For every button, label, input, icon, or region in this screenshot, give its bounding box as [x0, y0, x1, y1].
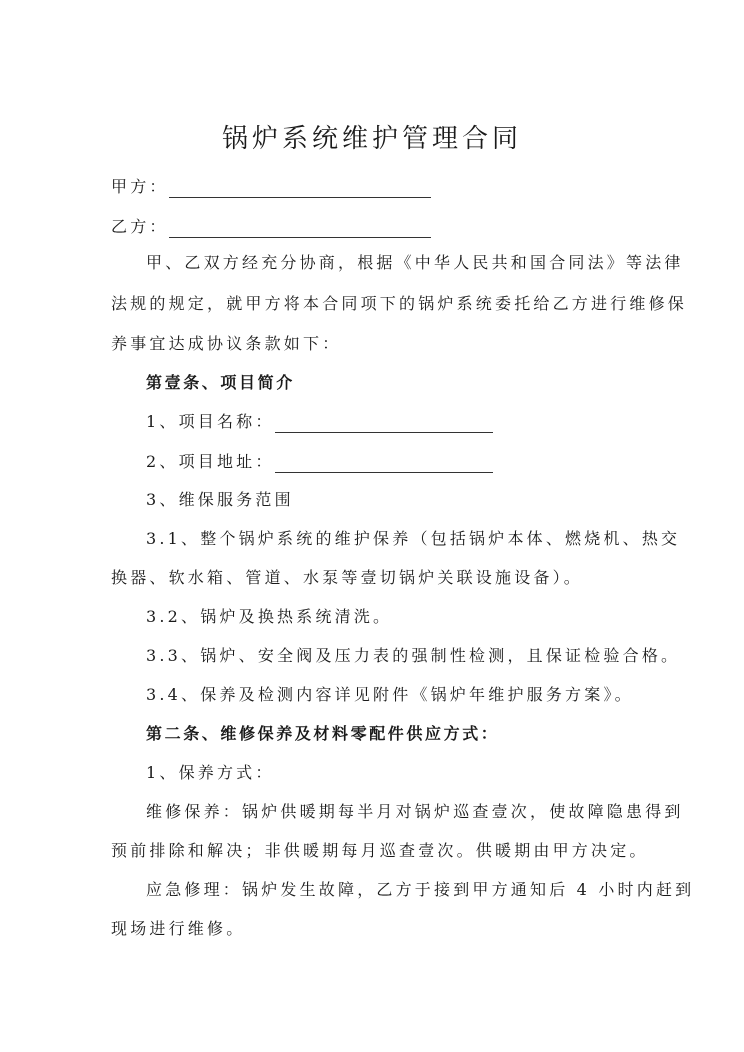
project-name-line: [146, 411, 671, 433]
intro-line-3: 养事宜达成协议条款如下：: [111, 334, 342, 353]
maintenance-line-2: 预前排除和解决；非供暖期每月巡查壹次。供暖期由甲方决定。: [111, 841, 649, 860]
scope-3-2: 3.2、锅炉及换热系统清洗。: [146, 607, 393, 626]
emergency-line-2: 现场进行维修。: [111, 919, 246, 938]
scope-3-1-line-1: 3.1、整个锅炉系统的维护保养（包括锅炉本体、燃烧机、热交: [146, 529, 681, 548]
party-a-line: [111, 176, 636, 198]
contract-title: 锅炉系统维护管理合同: [221, 124, 522, 154]
scope-3-1-line-2: 换器、软水箱、管道、水泵等壹切锅炉关联设施设备）。: [111, 568, 584, 587]
intro-line-2: 法规的规定，就甲方将本合同项下的锅炉系统委托给乙方进行维修保: [111, 294, 688, 313]
party-b-blank[interactable]: [169, 219, 431, 238]
maintenance-line-1: 维修保养：锅炉供暖期每半月对锅炉巡查壹次，使故障隐患得到: [146, 802, 684, 821]
intro-line-1: 甲、乙双方经充分协商，根据《中华人民共和国合同法》等法律: [146, 253, 684, 272]
project-address-line: [146, 451, 671, 473]
article2-heading: 第二条、维修保养及材料零配件供应方式：: [146, 724, 500, 743]
emergency-line-1: 应急修理：锅炉发生故障，乙方于接到甲方通知后 4 小时内赶到: [146, 880, 695, 899]
scope-3-3: 3.3、锅炉、安全阀及压力表的强制性检测，且保证检验合格。: [146, 646, 681, 665]
maintenance-method-label: 1、保养方式：: [146, 763, 275, 782]
service-scope-line: 3、维保服务范围: [146, 490, 294, 509]
project-name-blank[interactable]: [275, 414, 493, 433]
party-b-line: [111, 216, 636, 238]
project-name-label: 1、项目名称：: [146, 412, 275, 431]
party-b-label: 乙方：: [111, 217, 169, 236]
party-a-blank[interactable]: [169, 179, 431, 198]
project-address-label: 2、项目地址：: [146, 452, 275, 471]
scope-3-4: 3.4、保养及检测内容详见附件《锅炉年维护服务方案》。: [146, 685, 634, 704]
article1-heading: 第壹条、项目简介: [146, 373, 295, 392]
project-address-blank[interactable]: [275, 454, 493, 473]
party-a-label: 甲方：: [111, 177, 169, 196]
